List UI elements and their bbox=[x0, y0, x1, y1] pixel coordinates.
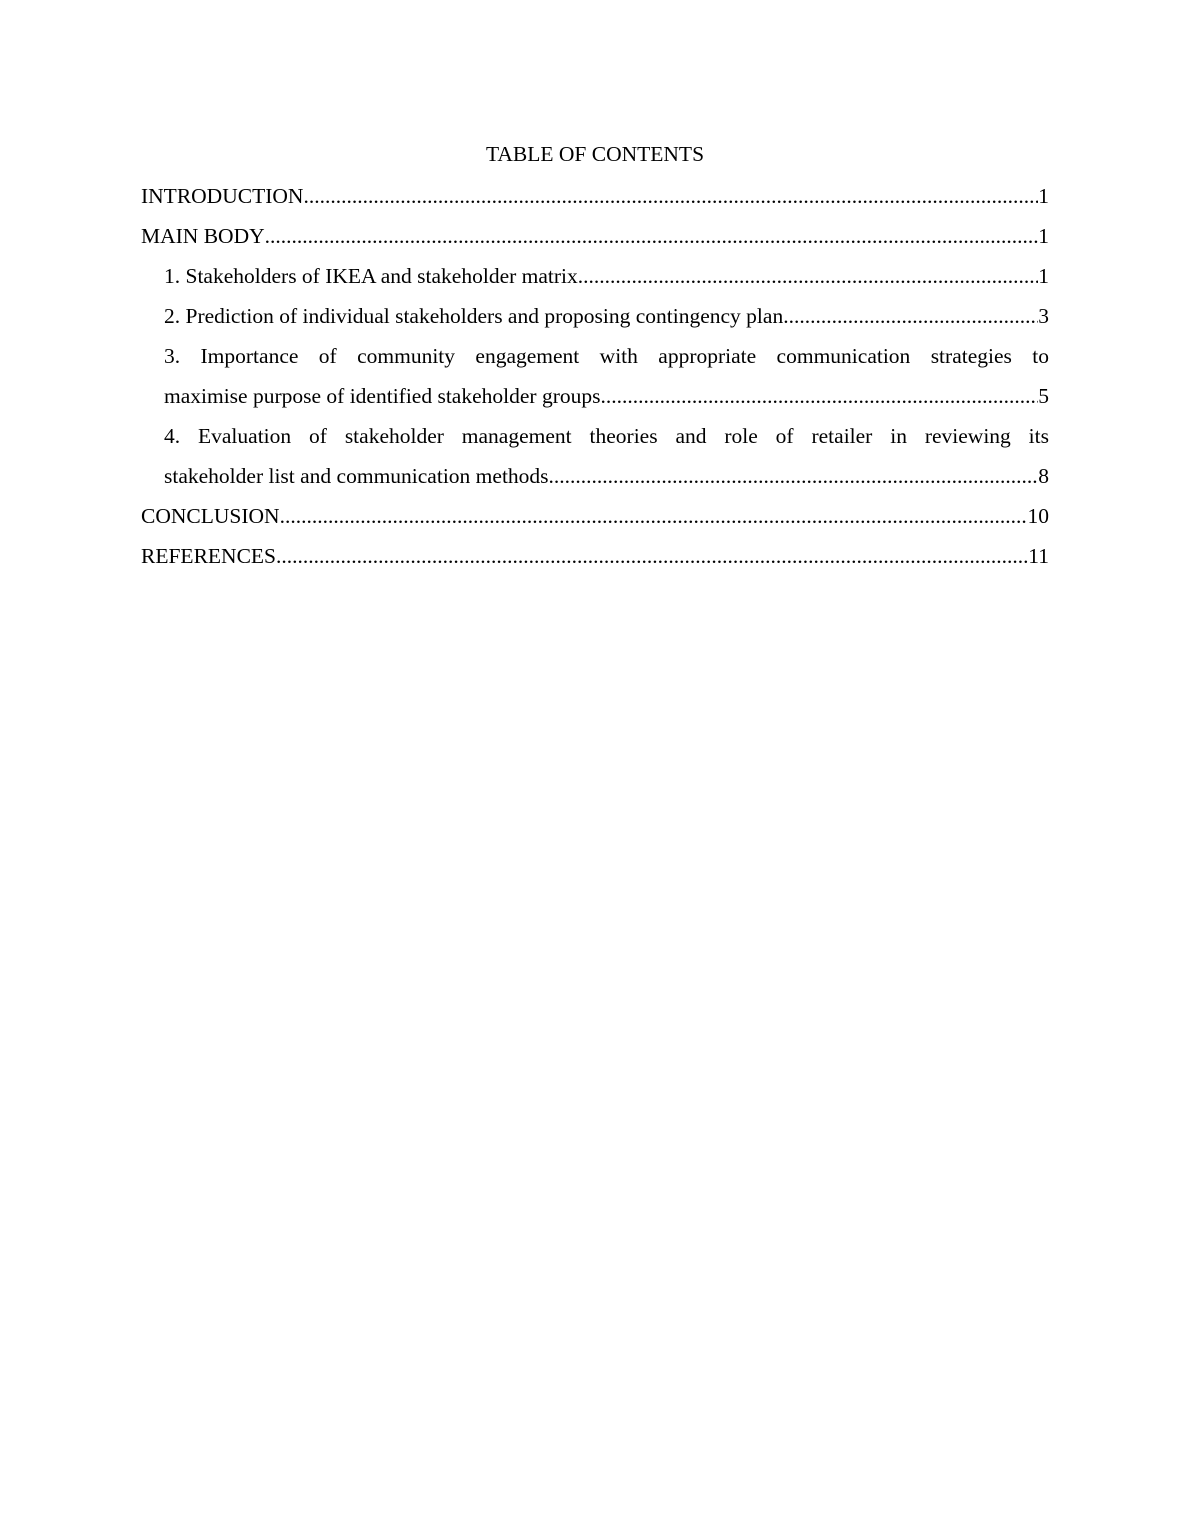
toc-entry-main-body[interactable] bbox=[141, 216, 1049, 256]
dot-leader bbox=[783, 296, 1038, 336]
toc-entry-label: REFERENCES bbox=[141, 544, 276, 568]
toc-entry-label-line-2: maximise purpose of identified stakeholder groups bbox=[164, 384, 601, 408]
toc-page-number: 5 bbox=[1038, 384, 1049, 408]
toc-page-number: 8 bbox=[1038, 464, 1049, 488]
toc-entry-label: 1. Stakeholders of IKEA and stakeholder matrix bbox=[164, 264, 578, 288]
toc-entry-label: 2. Prediction of individual stakeholders and proposing contingency plan bbox=[164, 304, 784, 328]
toc-entry-label: CONCLUSION bbox=[141, 504, 280, 528]
dot-leader bbox=[578, 256, 1038, 296]
toc-entry-section-4[interactable] bbox=[141, 416, 1049, 496]
toc-entry-section-1[interactable] bbox=[141, 256, 1049, 296]
toc-entry-label-line-1: 4. Evaluation of stakeholder management theories and role of retailer in reviewing its bbox=[164, 424, 1049, 448]
toc-list bbox=[141, 176, 1049, 576]
toc-entry-label-line-1: 3. Importance of community engagement with appropriate communication strategies to bbox=[164, 344, 1049, 368]
toc-entry-introduction[interactable] bbox=[141, 176, 1049, 216]
toc-entry-label-line-2: stakeholder list and communication methods bbox=[164, 464, 549, 488]
toc-page-number: 1 bbox=[1038, 264, 1049, 288]
toc-entry-second-line bbox=[164, 376, 1049, 416]
toc-entry-label: MAIN BODY bbox=[141, 224, 265, 248]
toc-page-number: 10 bbox=[1027, 504, 1049, 528]
toc-entry-label: INTRODUCTION bbox=[141, 184, 304, 208]
toc-entry-section-2[interactable] bbox=[141, 296, 1049, 336]
dot-leader bbox=[280, 496, 1028, 536]
dot-leader bbox=[549, 456, 1039, 496]
toc-page-number: 3 bbox=[1038, 304, 1049, 328]
toc-entry-section-3[interactable] bbox=[141, 336, 1049, 416]
toc-entry-references[interactable] bbox=[141, 536, 1049, 576]
dot-leader bbox=[600, 376, 1038, 416]
toc-page-number: 1 bbox=[1038, 224, 1049, 248]
toc-entry-conclusion[interactable] bbox=[141, 496, 1049, 536]
dot-leader bbox=[303, 176, 1038, 216]
toc-page-number: 11 bbox=[1028, 544, 1049, 568]
toc-entry-second-line bbox=[164, 456, 1049, 496]
toc-page-number: 1 bbox=[1038, 184, 1049, 208]
dot-leader bbox=[265, 216, 1039, 256]
document-page bbox=[141, 136, 1049, 576]
toc-title: TABLE OF CONTENTS bbox=[485, 142, 705, 166]
dot-leader bbox=[276, 536, 1028, 576]
